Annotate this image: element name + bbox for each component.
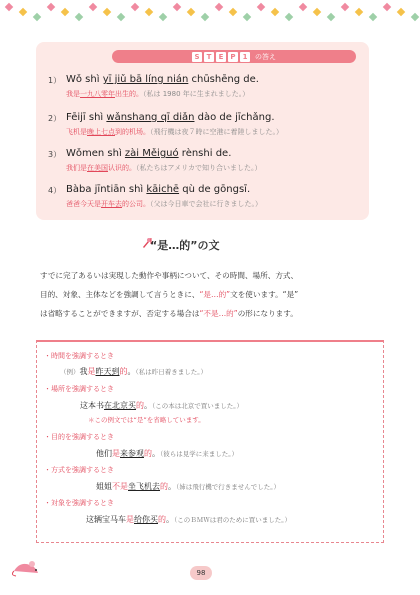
answer-pinyin: Bàba jīntiān shì kāichē qù de gōngsī.	[66, 184, 251, 195]
decorative-diamond	[117, 13, 125, 21]
decorative-diamond	[5, 3, 13, 11]
decorative-diamond	[159, 13, 167, 21]
answer-number: 3）	[48, 150, 62, 159]
answer-chinese: 爸爸今天是开车去的公司。（父は今日車で会社に行きました。）	[66, 200, 262, 208]
manner-emphasis-label: ・方式を強調するとき	[44, 466, 114, 474]
decorative-diamond	[369, 13, 377, 21]
decorative-diamond	[299, 3, 307, 11]
answer-number: 4）	[48, 186, 62, 195]
decorative-diamond	[313, 8, 321, 16]
decorative-diamond	[285, 13, 293, 21]
step-letter: P	[228, 52, 238, 62]
place-note: ＊この例文では“是”を省略しています。	[88, 416, 205, 424]
decorative-diamond	[257, 3, 265, 11]
decorative-diamond	[327, 13, 335, 21]
answer-chinese: 飞机是晚上七点到的机场。（飛行機は夜７時に空港に着陸しました。）	[66, 128, 283, 136]
decorative-diamond	[397, 8, 405, 16]
decorative-diamond	[145, 8, 153, 16]
section-title: “是…的”の文	[150, 239, 220, 252]
answer-pinyin: Fēijī shì wǎnshang qī diǎn dào de jīchǎng.	[66, 112, 275, 123]
decorative-diamond	[103, 8, 111, 16]
answer-item	[48, 74, 368, 104]
answer-number: 1）	[48, 76, 62, 85]
step-title: の答え	[255, 52, 276, 61]
decorative-diamond	[383, 3, 391, 11]
place-emphasis-label: ・場所を強調するとき	[44, 385, 114, 393]
decorative-diamond	[411, 13, 419, 21]
purpose-emphasis-label: ・目的を強調するとき	[44, 433, 114, 441]
mouse-mascot-icon	[12, 555, 42, 577]
decorative-diamond	[47, 3, 55, 11]
decorative-diamond	[19, 8, 27, 16]
decorative-diamond	[173, 3, 181, 11]
step-letter: E	[216, 52, 226, 62]
object-example: 这辆宝马车是给你买的。（このＢＭＷは君のために買いました。）	[86, 515, 291, 524]
decorative-diamond	[229, 8, 237, 16]
decorative-diamond	[33, 13, 41, 21]
answer-chinese: 我们是在美国认识的。（私たちはアメリカで知り合いました。）	[66, 164, 262, 172]
manner-example: 姐姐不是坐飞机去的。（姉は飛行機で行きませんでした。）	[96, 482, 280, 491]
decorative-diamond	[61, 8, 69, 16]
time-example: （例）我是昨天到的。（私は昨日着きました。）	[60, 367, 207, 376]
step-letter: 1	[240, 52, 250, 62]
answer-pinyin: Wǒmen shì zài Měiguó rènshi de.	[66, 148, 232, 159]
decorative-diamond	[89, 3, 97, 11]
explanation-line: は省略することができますが、否定する場合は“不是…的”の形になります。	[40, 309, 298, 318]
object-emphasis-label: ・対象を強調するとき	[44, 499, 114, 507]
answer-pinyin: Wǒ shì yī jiǔ bā líng nián chūshēng de.	[66, 74, 259, 85]
decorative-diamond	[201, 13, 209, 21]
decorative-diamond	[75, 13, 83, 21]
place-example: 这本书在北京买的。（この本は北京で買いました。）	[80, 401, 243, 410]
answer-item	[48, 184, 368, 214]
step-letter: S	[192, 52, 202, 62]
explanation-line: すでに完了あるいは実現した動作や事柄について、その時間、場所、方式、	[40, 271, 299, 280]
answer-number: 2）	[48, 114, 62, 123]
step-letter: T	[204, 52, 214, 62]
decorative-diamond	[271, 8, 279, 16]
answer-item	[48, 112, 368, 142]
page-number: 98	[190, 566, 212, 580]
decorative-diamond	[243, 13, 251, 21]
time-emphasis-label: ・時間を強調するとき	[44, 352, 114, 360]
decorative-diamond	[215, 3, 223, 11]
purpose-example: 他们是来参观的。（彼らは見学に来ました。）	[96, 449, 238, 458]
decorative-diamond	[131, 3, 139, 11]
decorative-diamond	[341, 3, 349, 11]
explanation-line: 目的、対象、主体などを強調して言うときに、“是…的”文を使います。“是”	[40, 290, 299, 299]
decorative-diamond	[355, 8, 363, 16]
answer-item	[48, 148, 368, 178]
decorative-diamond-band	[0, 0, 420, 24]
answer-chinese: 我是一九八零年出生的。（私は 1980 年に生まれました。）	[66, 90, 250, 98]
decorative-diamond	[187, 8, 195, 16]
step-answer-header	[112, 50, 356, 63]
